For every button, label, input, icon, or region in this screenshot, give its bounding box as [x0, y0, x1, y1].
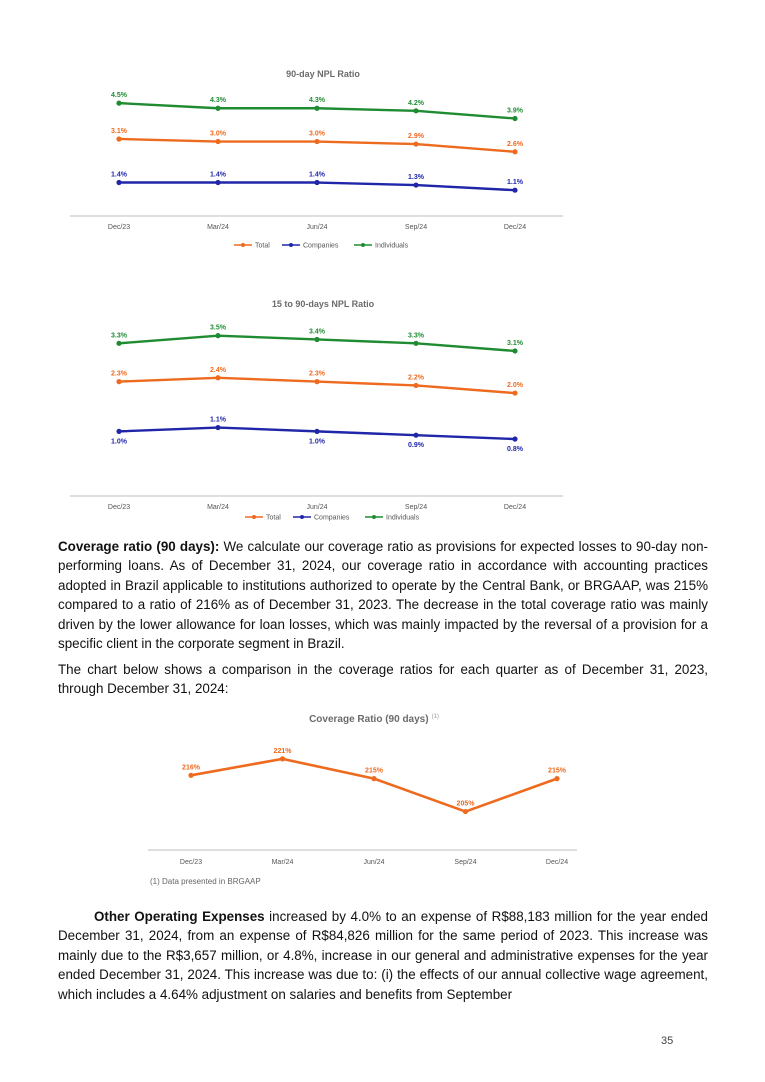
- data-label-companies: 1.4%: [210, 171, 226, 179]
- x-tick-label: Dec/24: [503, 224, 527, 231]
- legend-marker-individuals: [372, 515, 376, 519]
- npl-90-day-chart: [0, 0, 765, 265]
- data-label-total: 3.1%: [111, 127, 127, 135]
- data-point-coverage: [188, 773, 193, 778]
- data-point-individuals: [116, 101, 121, 106]
- x-tick-label: Dec/23: [107, 504, 131, 511]
- data-label-total: 2.9%: [408, 133, 424, 141]
- x-tick-label: Dec/23: [179, 859, 203, 866]
- x-tick-label: Jun/24: [306, 504, 328, 511]
- chart-title: 15 to 90-days NPL Ratio: [271, 299, 375, 309]
- data-label-companies: 1.0%: [309, 438, 325, 446]
- data-label-companies: 1.1%: [507, 179, 523, 187]
- data-point-coverage: [463, 809, 468, 814]
- data-point-coverage: [554, 776, 559, 781]
- data-point-total: [215, 375, 220, 380]
- x-tick-label: Mar/24: [207, 504, 229, 511]
- data-label-individuals: 3.1%: [507, 339, 523, 347]
- data-label-coverage: 216%: [182, 764, 200, 772]
- legend-marker-companies: [300, 515, 304, 519]
- data-point-individuals: [215, 333, 220, 338]
- data-point-total: [116, 379, 121, 384]
- legend-label: Total: [266, 514, 281, 522]
- data-point-companies: [314, 429, 319, 434]
- data-point-individuals: [413, 108, 418, 113]
- other-operating-expenses-paragraph: [58, 907, 708, 1004]
- data-label-total: 3.0%: [210, 130, 226, 138]
- data-point-individuals: [512, 116, 517, 121]
- x-tick-label: Sep/24: [454, 859, 477, 866]
- coverage-ratio-paragraph: [58, 537, 708, 653]
- data-label-coverage: 215%: [365, 767, 383, 775]
- data-label-total: 2.2%: [408, 374, 424, 382]
- data-label-companies: 1.1%: [210, 416, 226, 424]
- data-point-coverage: [371, 776, 376, 781]
- data-point-companies: [116, 429, 121, 434]
- data-label-individuals: 4.5%: [111, 92, 127, 100]
- data-point-individuals: [215, 106, 220, 111]
- chart-title: 90-day NPL Ratio: [286, 69, 360, 79]
- chart-footnote: (1) Data presented in BRGAAP: [150, 877, 261, 886]
- legend-label: Individuals: [375, 242, 409, 250]
- data-label-individuals: 3.3%: [408, 332, 424, 340]
- data-label-total: 2.4%: [210, 366, 226, 374]
- chart-intro-paragraph: The chart below shows a comparison in the coverage ratios for each quarter as of December 31, 2023, through December 31, 2024:: [58, 662, 708, 697]
- chart-title-note: (1): [431, 714, 439, 720]
- data-label-total: 2.0%: [507, 382, 523, 390]
- other-operating-expenses-body: increased by 4.0% to an expense of R$88,183 million for the year ended December 31, 2024, from an expense of R$84,826 million for the same period of 2023. This increase was mainly due to the R$3,657 million, or 4.8%, increase in our general and administrative expenses for the year ended December 31, 2024. This increase was due to: (i) the effects of our annual collective wage agreement, which includes a 4.64% adjustment on salaries and benefits from September: [58, 909, 709, 1002]
- data-label-individuals: 3.3%: [111, 332, 127, 340]
- legend-label: Companies: [303, 242, 339, 250]
- x-tick-label: Sep/24: [404, 504, 428, 511]
- data-point-companies: [512, 436, 517, 441]
- data-point-total: [512, 149, 517, 154]
- data-label-companies: 1.4%: [111, 171, 127, 179]
- data-point-individuals: [116, 341, 121, 346]
- x-tick-label: Jun/24: [306, 224, 328, 231]
- data-point-individuals: [314, 106, 319, 111]
- page-number: 35: [661, 1035, 674, 1047]
- data-point-coverage: [280, 756, 285, 761]
- coverage-ratio-chart: [0, 700, 765, 880]
- data-point-total: [116, 136, 121, 141]
- x-tick-label: Mar/24: [271, 859, 294, 866]
- x-tick-label: Jun/24: [363, 859, 385, 866]
- legend-label: Individuals: [386, 514, 420, 522]
- data-label-coverage: 215%: [548, 767, 566, 775]
- data-label-total: 3.0%: [309, 130, 325, 138]
- x-tick-label: Dec/23: [107, 224, 131, 231]
- data-label-individuals: 3.5%: [210, 324, 226, 332]
- data-label-total: 2.6%: [507, 140, 523, 148]
- x-tick-label: Sep/24: [404, 224, 428, 231]
- data-label-coverage: 205%: [456, 800, 475, 808]
- data-label-companies: 1.4%: [309, 171, 325, 179]
- data-label-total: 2.3%: [111, 370, 127, 378]
- data-label-total: 2.3%: [309, 370, 325, 378]
- data-point-total: [215, 139, 220, 144]
- data-point-total: [314, 139, 319, 144]
- data-point-companies: [512, 188, 517, 193]
- x-tick-label: Mar/24: [207, 224, 229, 231]
- data-point-individuals: [314, 337, 319, 342]
- x-tick-label: Dec/24: [545, 859, 569, 866]
- other-operating-expenses-heading: Other Operating Expenses: [94, 909, 265, 924]
- legend-label: Companies: [314, 514, 350, 522]
- data-point-companies: [314, 180, 319, 185]
- data-label-individuals: 3.4%: [309, 328, 325, 336]
- data-point-companies: [215, 425, 220, 430]
- npl-15-90-day-chart: [0, 285, 765, 530]
- data-label-companies: 1.3%: [408, 174, 424, 182]
- legend-marker-total: [241, 243, 245, 247]
- data-label-individuals: 4.2%: [408, 99, 424, 107]
- legend-marker-companies: [289, 243, 293, 247]
- data-label-companies: 1.0%: [111, 438, 127, 446]
- data-point-companies: [413, 433, 418, 438]
- data-point-companies: [413, 182, 418, 187]
- data-point-total: [512, 390, 517, 395]
- data-point-total: [314, 379, 319, 384]
- legend-label: Total: [255, 242, 270, 250]
- chart-title: Coverage Ratio (90 days) $^{(1)}$: [309, 714, 439, 725]
- data-point-individuals: [512, 348, 517, 353]
- x-tick-label: Dec/24: [503, 504, 527, 511]
- data-point-individuals: [413, 341, 418, 346]
- data-label-coverage: 221%: [273, 747, 292, 755]
- data-point-total: [413, 383, 418, 388]
- data-label-individuals: 3.9%: [507, 107, 523, 115]
- data-point-total: [413, 141, 418, 146]
- data-label-individuals: 4.3%: [210, 97, 226, 105]
- data-label-companies: 0.9%: [408, 442, 424, 450]
- data-label-individuals: 4.3%: [309, 97, 325, 105]
- coverage-ratio-body: We calculate our coverage ratio as provisions for expected losses to 90-day non-performing loans. As of December 31, 2024, our coverage ratio in accordance with accounting practices adopted in Brazil applicable to institutions authorized to operate by the Central Bank, or BRGAAP, was 215% compared to a ratio of 216% as of December 31, 2023. The decrease in the total coverage ratio was mainly driven by the lower allowance for loan losses, which was mainly impacted by the reversal of a provision for a specific client in the corporate segment in Brazil.: [58, 539, 708, 652]
- legend-marker-individuals: [361, 243, 365, 247]
- legend-marker-total: [252, 515, 256, 519]
- coverage-ratio-heading: Coverage ratio (90 days):: [58, 539, 220, 554]
- data-point-companies: [116, 180, 121, 185]
- data-point-companies: [215, 180, 220, 185]
- data-label-companies: 0.8%: [507, 446, 523, 454]
